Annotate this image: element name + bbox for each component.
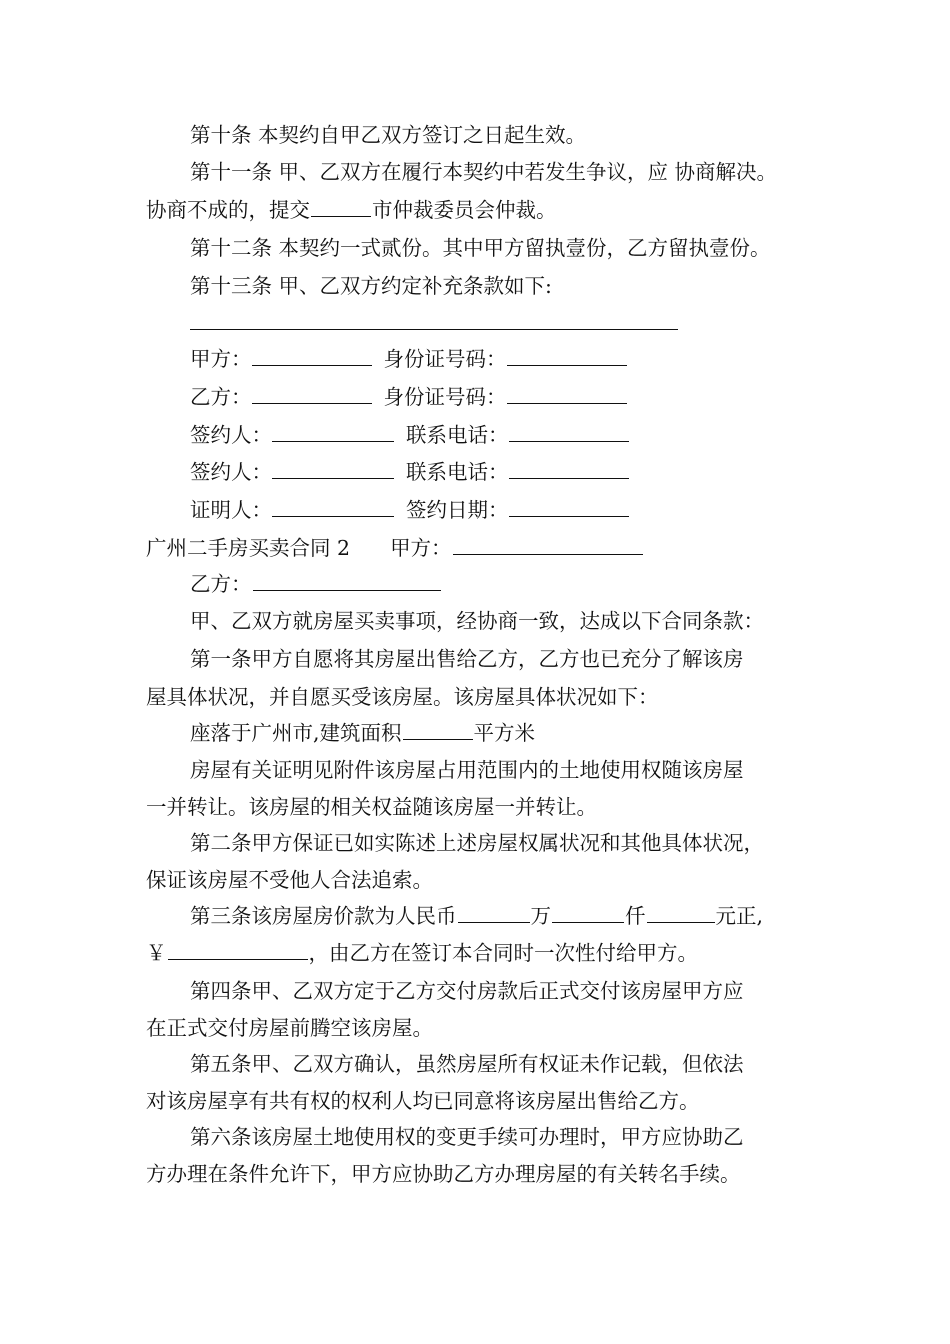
article-5-line1: 第五条甲、乙双方确认，虽然房屋所有权证未作记载，但依法 bbox=[190, 1052, 744, 1076]
contract-2-intro: 甲、乙双方就房屋买卖事项，经协商一致，达成以下合同条款： bbox=[190, 609, 764, 633]
article-4-line2: 在正式交付房屋前腾空该房屋。 bbox=[146, 1016, 433, 1040]
price-yuan-blank bbox=[647, 903, 715, 923]
contract-2-party-b-label: 乙方： bbox=[190, 572, 252, 596]
contract-2-title: 广州二手房买卖合同 2 bbox=[146, 536, 351, 560]
clause-10: 第十条 本契约自甲乙双方签订之日起生效。 bbox=[190, 123, 587, 147]
unit-wan: 万 bbox=[530, 904, 551, 928]
signature-row-party-b bbox=[190, 383, 627, 411]
contract-2-party-a-label: 甲方： bbox=[390, 536, 452, 560]
yuan-symbol: ￥ bbox=[146, 941, 167, 965]
article-2-line2: 保证该房屋不受他人合法追索。 bbox=[146, 868, 433, 892]
signature-row-signer-2 bbox=[190, 458, 629, 486]
article-3-line2 bbox=[146, 939, 836, 967]
signer-2-label: 签约人： bbox=[190, 460, 272, 484]
clause-11-line1: 第十一条 甲、乙双方在履行本契约中若发生争议，应 协商解决。 bbox=[190, 160, 778, 184]
article-1-line1: 第一条甲方自愿将其房屋出售给乙方，乙方也已充分了解该房 bbox=[190, 647, 744, 671]
party-a-label: 甲方： bbox=[190, 347, 252, 371]
signer-1-label: 签约人： bbox=[190, 423, 272, 447]
related-rights-line2: 一并转让。该房屋的相关权益随该房屋一并转让。 bbox=[146, 795, 597, 819]
signer-1-phone-blank bbox=[509, 422, 629, 442]
article-3-line1 bbox=[190, 902, 880, 930]
contract-2-heading bbox=[146, 534, 836, 562]
location-text-post: 平方米 bbox=[473, 721, 536, 745]
party-a-id-blank bbox=[507, 346, 627, 366]
sign-date-label: 签约日期： bbox=[406, 498, 509, 522]
article-6-line2: 方办理在条件允许下，甲方应协助乙方办理房屋的有关转名手续。 bbox=[146, 1162, 741, 1186]
article-4-line1: 第四条甲、乙双方定于乙方交付房款后正式交付该房屋甲方应 bbox=[190, 979, 744, 1003]
signer-1-phone-label: 联系电话： bbox=[406, 423, 509, 447]
article-6-line1: 第六条该房屋土地使用权的变更手续可办理时，甲方应协助乙 bbox=[190, 1125, 744, 1149]
article-3-text-pre: 第三条该房屋房价款为人民币 bbox=[190, 904, 457, 928]
article-2-line1: 第二条甲方保证已如实陈述上述房屋权属状况和其他具体状况， bbox=[190, 831, 764, 855]
clause-11-text-pre: 协商不成的，提交 bbox=[146, 198, 310, 222]
clause-12: 第十二条 本契约一式贰份。其中甲方留执壹份，乙方留执壹份。 bbox=[190, 236, 771, 260]
article-5-line2: 对该房屋享有共有权的权利人均已同意将该房屋出售给乙方。 bbox=[146, 1089, 700, 1113]
clause-11-text-post: 市仲裁委员会仲裁。 bbox=[372, 198, 557, 222]
contract-2-party-a-blank bbox=[453, 535, 643, 555]
clause-11-line2 bbox=[146, 196, 836, 224]
signature-row-witness bbox=[190, 496, 629, 524]
clause-13: 第十三条 甲、乙双方约定补充条款如下: bbox=[190, 274, 552, 298]
unit-yuan: 元正, bbox=[715, 904, 764, 928]
price-figure-blank bbox=[168, 940, 308, 960]
witness-label: 证明人： bbox=[190, 498, 272, 522]
party-b-blank bbox=[252, 384, 372, 404]
location-text-pre: 座落于广州市,建筑面积 bbox=[190, 721, 402, 745]
price-qian-blank bbox=[552, 903, 624, 923]
arbitration-city-blank bbox=[311, 197, 371, 217]
related-rights-line1: 房屋有关证明见附件该房屋占用范围内的土地使用权随该房屋 bbox=[190, 758, 744, 782]
sign-date-blank bbox=[509, 497, 629, 517]
unit-qian: 仟 bbox=[625, 904, 646, 928]
supplementary-terms-line bbox=[190, 329, 678, 330]
location-line bbox=[190, 719, 880, 747]
party-a-blank bbox=[252, 346, 372, 366]
signer-2-blank bbox=[272, 459, 394, 479]
party-b-id-blank bbox=[507, 384, 627, 404]
contract-2-party-b bbox=[190, 570, 880, 598]
area-blank bbox=[403, 720, 473, 740]
party-b-id-label: 身份证号码： bbox=[383, 385, 507, 409]
signature-row-signer-1 bbox=[190, 421, 629, 449]
contract-2-party-b-blank bbox=[253, 571, 441, 591]
witness-blank bbox=[272, 497, 394, 517]
signer-2-phone-blank bbox=[509, 459, 629, 479]
signature-row-party-a bbox=[190, 345, 627, 373]
signer-1-blank bbox=[272, 422, 394, 442]
party-a-id-label: 身份证号码： bbox=[383, 347, 507, 371]
price-wan-blank bbox=[458, 903, 530, 923]
signer-2-phone-label: 联系电话： bbox=[406, 460, 509, 484]
article-3-text-post: ，由乙方在签订本合同时一次性付给甲方。 bbox=[308, 941, 698, 965]
party-b-label: 乙方： bbox=[190, 385, 252, 409]
article-1-line2: 屋具体状况，并自愿买受该房屋。该房屋具体状况如下： bbox=[146, 685, 659, 709]
